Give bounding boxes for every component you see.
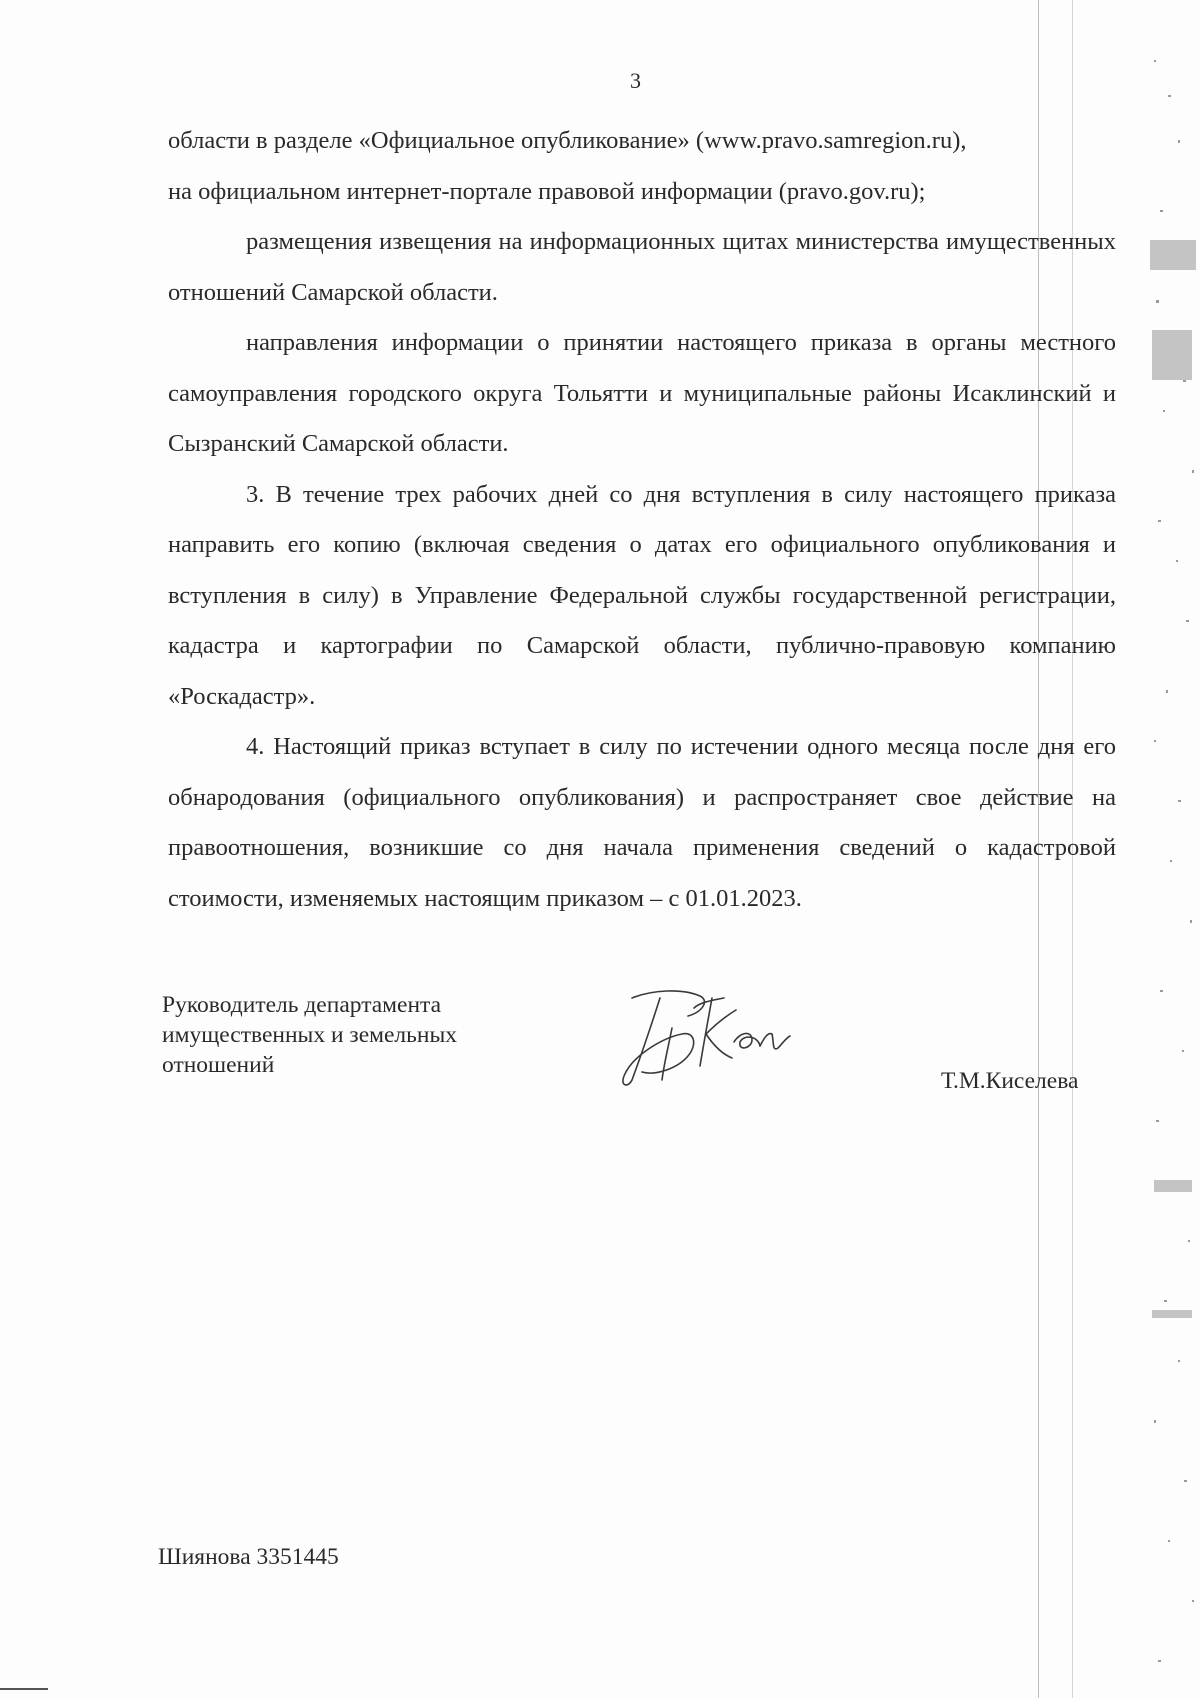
signer-position-line: имущественных и земельных: [162, 1022, 457, 1048]
scan-noise: [1148, 0, 1200, 1698]
paragraph-line: области в разделе «Официальное опубликование» (www.pravo.samregion.ru),: [168, 127, 967, 154]
paragraph-item-4: 4. Настоящий приказ вступает в силу по истечении одного месяца после дня его обнародования (официального опубликования) и распространяет свое действие на правоотношения, возникшие со дня начала применения сведений о кадастровой стоимости, изменяемых настоящим приказом – с 01.01.2023.: [168, 733, 1116, 912]
signer-position: [162, 990, 582, 1080]
page-number: 3: [630, 68, 641, 93]
signer-name: Т.М.Киселева: [941, 1068, 1079, 1094]
paragraph-line: на официальном интернет-портале правовой информации (pravo.gov.ru);: [168, 177, 926, 205]
signer-position-line: отношений: [162, 1052, 275, 1078]
paragraph: размещения извещения на информационных щитах министерства имущественных отношений Самарской области.: [168, 228, 1116, 306]
signer-position-line: Руководитель департамента: [162, 992, 442, 1018]
paragraph-item-3: 3. В течение трех рабочих дней со дня вступления в силу настоящего приказа направить его копию (включая сведения о датах его официального опубликования и вступления в силу) в Управление Федеральной службы государственной регистрации, кадастра и картографии по Самарской области, публично-правовую компанию «Роскадастр».: [168, 480, 1116, 710]
paragraph: направления информации о принятии настоящего приказа в органы местного самоуправления городского округа Тольятти и муниципальные районы Исаклинский и Сызранский Самарской области.: [168, 329, 1116, 457]
document-body: [168, 116, 1116, 924]
scan-edge-stroke: [0, 1688, 48, 1690]
executor-contact: Шиянова 3351445: [158, 1544, 339, 1570]
handwritten-signature: [602, 968, 802, 1093]
